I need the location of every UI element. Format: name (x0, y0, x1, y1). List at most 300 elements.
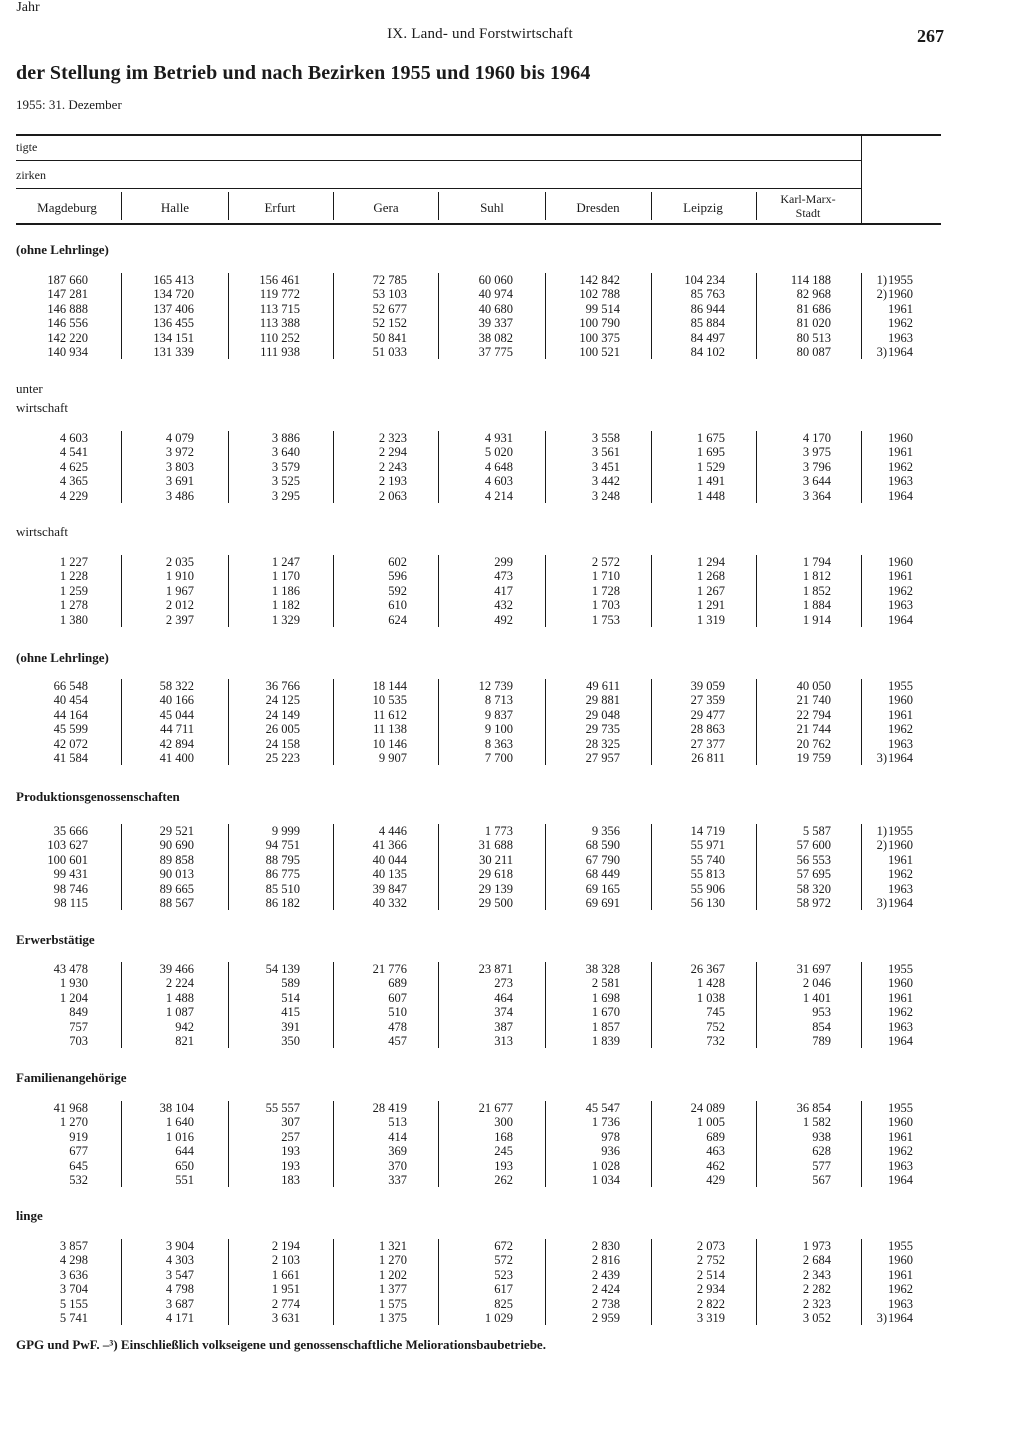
table-cell: 3 547 (165, 1267, 194, 1282)
column-rule (861, 1101, 862, 1115)
column-rule (121, 1101, 122, 1115)
column-rule (438, 598, 439, 612)
table-cell: 165 413 (153, 273, 194, 287)
table-cell: 1 291 (696, 598, 725, 613)
table-row (0, 976, 1024, 990)
column-rule (651, 882, 652, 896)
table-cell: 415 (281, 1005, 300, 1020)
table-cell: 134 151 (153, 330, 194, 345)
table-cell: 1 401 (802, 990, 831, 1005)
year-cell: 1960 (888, 287, 913, 302)
table-row (0, 722, 1024, 736)
column-rule (333, 613, 334, 627)
table-cell: 55 557 (265, 1101, 300, 1115)
table-cell: 100 601 (47, 852, 88, 867)
column-rule (228, 302, 229, 316)
table-cell: 168 (494, 1129, 513, 1144)
table-cell: 464 (494, 990, 513, 1005)
table-cell: 2 323 (802, 1296, 831, 1311)
table-cell: 757 (69, 1019, 88, 1034)
column-rule (333, 460, 334, 474)
column-rule (438, 679, 439, 693)
table-row (0, 345, 1024, 359)
table-cell: 2 684 (802, 1253, 831, 1268)
table-cell: 463 (706, 1144, 725, 1159)
table-cell: 28 419 (372, 1101, 407, 1115)
table-cell: 2 934 (696, 1282, 725, 1297)
column-rule (861, 584, 862, 598)
column-rule (651, 1115, 652, 1129)
column-rule (861, 1268, 862, 1282)
header-bottom-rule (16, 223, 941, 225)
year-cell: 1964 (888, 345, 913, 359)
table-cell: 2 343 (802, 1267, 831, 1282)
year-cell: 1955 (888, 1239, 913, 1253)
column-rule (228, 751, 229, 765)
table-cell: 370 (388, 1158, 407, 1173)
table-cell: 1 930 (59, 976, 88, 991)
column-rule (228, 838, 229, 852)
column-rule (756, 722, 757, 736)
table-cell: 492 (494, 612, 513, 627)
table-cell: 457 (388, 1034, 407, 1048)
table-cell: 1 773 (484, 824, 513, 838)
column-rule (545, 316, 546, 330)
table-cell: 134 720 (153, 287, 194, 302)
column-rule (545, 474, 546, 488)
table-cell: 1 857 (591, 1019, 620, 1034)
table-cell: 1 319 (696, 612, 725, 627)
year-column-rule (861, 136, 862, 223)
column-rule (333, 1101, 334, 1115)
column-rule (861, 1297, 862, 1311)
table-cell: 9 837 (484, 707, 513, 722)
column-rule (121, 569, 122, 583)
table-cell: 54 139 (265, 962, 300, 976)
column-rule (861, 824, 862, 838)
column-header-gera: Gera (373, 200, 399, 215)
column-rule (545, 1034, 546, 1048)
column-rule (438, 1115, 439, 1129)
table-cell: 1 270 (378, 1253, 407, 1268)
table-cell: 142 842 (579, 273, 620, 287)
table-cell: 24 149 (265, 707, 300, 722)
table-row (0, 853, 1024, 867)
table-cell: 2 012 (165, 598, 194, 613)
table-cell: 113 715 (259, 301, 300, 316)
column-rule (756, 896, 757, 910)
table-cell: 854 (812, 1019, 831, 1034)
table-cell: 131 339 (153, 345, 194, 359)
table-row (0, 1034, 1024, 1048)
table-cell: 52 677 (372, 301, 407, 316)
column-rule (756, 751, 757, 765)
column-rule (756, 1297, 757, 1311)
table-cell: 86 944 (690, 301, 725, 316)
running-head: IX. Land- und Forstwirtschaft (387, 26, 573, 42)
table-cell: 3 579 (271, 459, 300, 474)
table-cell: 592 (388, 583, 407, 598)
table-cell: 3 295 (271, 488, 300, 503)
year-cell: 1962 (888, 1144, 913, 1159)
table-cell: 1 170 (271, 569, 300, 584)
column-rule (861, 1020, 862, 1034)
column-rule (228, 1020, 229, 1034)
section-label: wirtschaft (16, 400, 68, 415)
table-cell: 1 640 (165, 1115, 194, 1130)
table-row (0, 1130, 1024, 1144)
column-rule (756, 287, 757, 301)
table-cell: 27 957 (585, 751, 620, 765)
column-rule (861, 1130, 862, 1144)
table-cell: 10 535 (372, 693, 407, 708)
column-rule (228, 287, 229, 301)
column-rule (756, 1253, 757, 1267)
table-row (0, 316, 1024, 330)
table-cell: 624 (388, 612, 407, 627)
column-rule (333, 1020, 334, 1034)
table-cell: 4 603 (484, 474, 513, 489)
table-cell: 677 (69, 1144, 88, 1159)
column-rule (651, 1144, 652, 1158)
column-rule (651, 1130, 652, 1144)
table-cell: 4 603 (59, 431, 88, 445)
column-rule (438, 273, 439, 287)
table-cell: 39 059 (690, 679, 725, 693)
year-cell: 1964 (888, 751, 913, 765)
table-cell: 825 (494, 1296, 513, 1311)
section-label: (ohne Lehrlinge) (16, 242, 109, 257)
table-row (0, 838, 1024, 852)
column-rule (121, 331, 122, 345)
column-rule (121, 708, 122, 722)
column-rule (228, 737, 229, 751)
table-cell: 68 449 (585, 867, 620, 882)
column-rule (756, 1020, 757, 1034)
table-cell: 1 270 (59, 1115, 88, 1130)
column-rule (756, 853, 757, 867)
column-rule (333, 976, 334, 990)
table-cell: 1 294 (696, 555, 725, 569)
column-rule (545, 1173, 546, 1187)
column-rule (438, 722, 439, 736)
table-cell: 391 (281, 1019, 300, 1034)
table-cell: 36 766 (265, 679, 300, 693)
table-cell: 84 102 (690, 345, 725, 359)
column-rule (121, 431, 122, 445)
column-rule (545, 1130, 546, 1144)
table-cell: 689 (706, 1129, 725, 1144)
table-cell: 72 785 (372, 273, 407, 287)
table-cell: 1 204 (59, 990, 88, 1005)
column-rule (121, 302, 122, 316)
year-cell: 1961 (888, 1129, 913, 1144)
column-rule (756, 679, 757, 693)
column-rule (228, 1130, 229, 1144)
table-cell: 5 155 (59, 1296, 88, 1311)
table-row (0, 569, 1024, 583)
table-cell: 4 625 (59, 459, 88, 474)
column-rule (651, 598, 652, 612)
column-rule (438, 708, 439, 722)
column-rule (545, 1159, 546, 1173)
column-rule (121, 1297, 122, 1311)
column-rule (121, 1253, 122, 1267)
table-cell: 2 193 (378, 474, 407, 489)
table-cell: 81 020 (796, 316, 831, 331)
table-row (0, 679, 1024, 693)
table-cell: 2 194 (271, 1239, 300, 1253)
year-cell: 1961 (888, 1267, 913, 1282)
year-cell: 1962 (888, 316, 913, 331)
table-cell: 2 738 (591, 1296, 620, 1311)
table-cell: 42 072 (53, 736, 88, 751)
table-cell: 98 746 (53, 881, 88, 896)
column-rule (438, 976, 439, 990)
column-rule (756, 613, 757, 627)
column-rule (121, 1144, 122, 1158)
column-rule (228, 1239, 229, 1253)
table-cell: 645 (69, 1158, 88, 1173)
column-rule (121, 693, 122, 707)
column-rule (756, 1101, 757, 1115)
table-cell: 40 135 (372, 867, 407, 882)
table-row (0, 555, 1024, 569)
table-cell: 1 380 (59, 612, 88, 627)
table-cell: 23 871 (478, 962, 513, 976)
column-rule (438, 962, 439, 976)
table-cell: 55 740 (690, 852, 725, 867)
column-rule (545, 287, 546, 301)
column-rule (861, 345, 862, 359)
column-rule (756, 445, 757, 459)
table-cell: 88 567 (159, 896, 194, 910)
column-rule (651, 474, 652, 488)
table-cell: 2 959 (591, 1311, 620, 1325)
table-row (0, 598, 1024, 612)
column-rule (228, 1159, 229, 1173)
table-cell: 607 (388, 990, 407, 1005)
column-rule (545, 273, 546, 287)
table-cell: 2 035 (165, 555, 194, 569)
table-cell: 703 (69, 1034, 88, 1048)
footnote-marker: 2) (876, 838, 887, 853)
column-rule (438, 1005, 439, 1019)
table-cell: 25 223 (265, 751, 300, 765)
column-rule (121, 345, 122, 359)
table-cell: 12 739 (478, 679, 513, 693)
column-rule (438, 287, 439, 301)
table-cell: 45 547 (585, 1101, 620, 1115)
column-header-divider (333, 192, 334, 220)
column-rule (861, 613, 862, 627)
footnote-marker: 1) (876, 273, 887, 287)
table-cell: 183 (281, 1173, 300, 1187)
column-rule (228, 474, 229, 488)
table-cell: 1 247 (271, 555, 300, 569)
column-header-karl-marx-stadt-line-1: Karl-Marx- (780, 192, 836, 206)
column-rule (333, 1034, 334, 1048)
column-rule (545, 1020, 546, 1034)
table-cell: 821 (175, 1034, 194, 1048)
column-rule (333, 598, 334, 612)
table-cell: 99 431 (53, 867, 88, 882)
table-cell: 4 214 (484, 488, 513, 503)
column-rule (333, 1144, 334, 1158)
column-rule (438, 613, 439, 627)
table-cell: 1 951 (271, 1282, 300, 1297)
table-cell: 5 741 (59, 1311, 88, 1325)
table-cell: 22 794 (796, 707, 831, 722)
column-rule (438, 584, 439, 598)
table-cell: 111 938 (260, 345, 300, 359)
table-cell: 21 776 (372, 962, 407, 976)
column-rule (121, 962, 122, 976)
column-rule (545, 838, 546, 852)
column-rule (438, 693, 439, 707)
column-rule (651, 737, 652, 751)
table-cell: 24 089 (690, 1101, 725, 1115)
table-row (0, 1005, 1024, 1019)
column-rule (651, 460, 652, 474)
column-rule (861, 598, 862, 612)
table-cell: 1 529 (696, 459, 725, 474)
table-cell: 3 558 (591, 431, 620, 445)
table-cell: 11 612 (373, 707, 407, 722)
year-cell: 1964 (888, 488, 913, 503)
table-cell: 273 (494, 976, 513, 991)
column-rule (756, 273, 757, 287)
column-rule (121, 1020, 122, 1034)
column-header-halle: Halle (160, 200, 190, 215)
table-cell: 3 442 (591, 474, 620, 489)
column-rule (861, 708, 862, 722)
table-cell: 417 (494, 583, 513, 598)
column-rule (756, 569, 757, 583)
table-cell: 1 914 (802, 612, 831, 627)
column-rule (228, 584, 229, 598)
page-number: 267 (917, 26, 944, 46)
table-cell: 3 644 (802, 474, 831, 489)
table-cell: 3 857 (59, 1239, 88, 1253)
table-cell: 532 (69, 1173, 88, 1187)
table-cell: 2 224 (165, 976, 194, 991)
column-rule (228, 1297, 229, 1311)
column-rule (333, 569, 334, 583)
column-rule (438, 345, 439, 359)
column-rule (651, 555, 652, 569)
column-rule (545, 584, 546, 598)
table-cell: 8 363 (484, 736, 513, 751)
column-rule (651, 331, 652, 345)
table-cell: 55 971 (690, 838, 725, 853)
table-cell: 4 446 (378, 824, 407, 838)
column-rule (121, 1115, 122, 1129)
column-rule (121, 896, 122, 910)
table-cell: 69 691 (585, 896, 620, 910)
table-cell: 18 144 (372, 679, 407, 693)
table-cell: 4 303 (165, 1253, 194, 1268)
year-cell: 1960 (888, 693, 913, 708)
table-cell: 567 (812, 1173, 831, 1187)
table-cell: 89 858 (159, 852, 194, 867)
table-cell: 551 (175, 1173, 194, 1187)
column-rule (756, 867, 757, 881)
column-rule (756, 1311, 757, 1325)
column-rule (438, 737, 439, 751)
table-cell: 523 (494, 1267, 513, 1282)
section-label: (ohne Lehrlinge) (16, 650, 109, 665)
column-rule (438, 824, 439, 838)
table-cell: 89 665 (159, 881, 194, 896)
column-rule (651, 1159, 652, 1173)
table-cell: 24 158 (265, 736, 300, 751)
table-cell: 24 125 (265, 693, 300, 708)
column-rule (861, 287, 862, 301)
table-cell: 628 (812, 1144, 831, 1159)
year-cell: 1960 (888, 431, 913, 445)
column-rule (651, 584, 652, 598)
table-cell: 1 852 (802, 583, 831, 598)
column-header-divider (228, 192, 229, 220)
table-cell: 978 (601, 1129, 620, 1144)
column-rule (651, 838, 652, 852)
column-rule (121, 882, 122, 896)
table-row (0, 896, 1024, 910)
column-rule (228, 693, 229, 707)
footnote-marker: 1) (876, 824, 887, 838)
table-cell: 3 561 (591, 445, 620, 460)
table-cell: 2 514 (696, 1267, 725, 1282)
column-rule (333, 1173, 334, 1187)
column-rule (438, 489, 439, 503)
column-rule (228, 1268, 229, 1282)
column-rule (333, 273, 334, 287)
year-cell: 1961 (888, 301, 913, 316)
year-cell: 1963 (888, 1158, 913, 1173)
column-rule (861, 737, 862, 751)
table-cell: 2 774 (271, 1296, 300, 1311)
table-cell: 307 (281, 1115, 300, 1130)
table-cell: 51 033 (372, 345, 407, 359)
year-cell: 1962 (888, 459, 913, 474)
column-rule (121, 287, 122, 301)
column-rule (756, 1239, 757, 1253)
table-cell: 147 281 (47, 287, 88, 302)
column-rule (228, 722, 229, 736)
column-rule (333, 1159, 334, 1173)
table-cell: 57 600 (796, 838, 831, 853)
table-cell: 10 146 (372, 736, 407, 751)
table-cell: 589 (281, 976, 300, 991)
table-cell: 1 448 (696, 488, 725, 503)
column-header-magdeburg: Magdeburg (37, 200, 97, 215)
column-rule (861, 1239, 862, 1253)
table-cell: 3 486 (165, 488, 194, 503)
column-rule (545, 751, 546, 765)
column-rule (333, 751, 334, 765)
table-cell: 3 640 (271, 445, 300, 460)
column-rule (228, 569, 229, 583)
table-cell: 39 337 (478, 316, 513, 331)
year-cell: 1963 (888, 474, 913, 489)
table-cell: 300 (494, 1115, 513, 1130)
column-header-karl-marx-stadt-line-2: Stadt (795, 206, 821, 220)
section-label: Produktionsgenossenschaften (16, 789, 180, 804)
column-rule (438, 1101, 439, 1115)
header-rule-1 (16, 160, 861, 161)
table-cell: 104 234 (684, 273, 725, 287)
